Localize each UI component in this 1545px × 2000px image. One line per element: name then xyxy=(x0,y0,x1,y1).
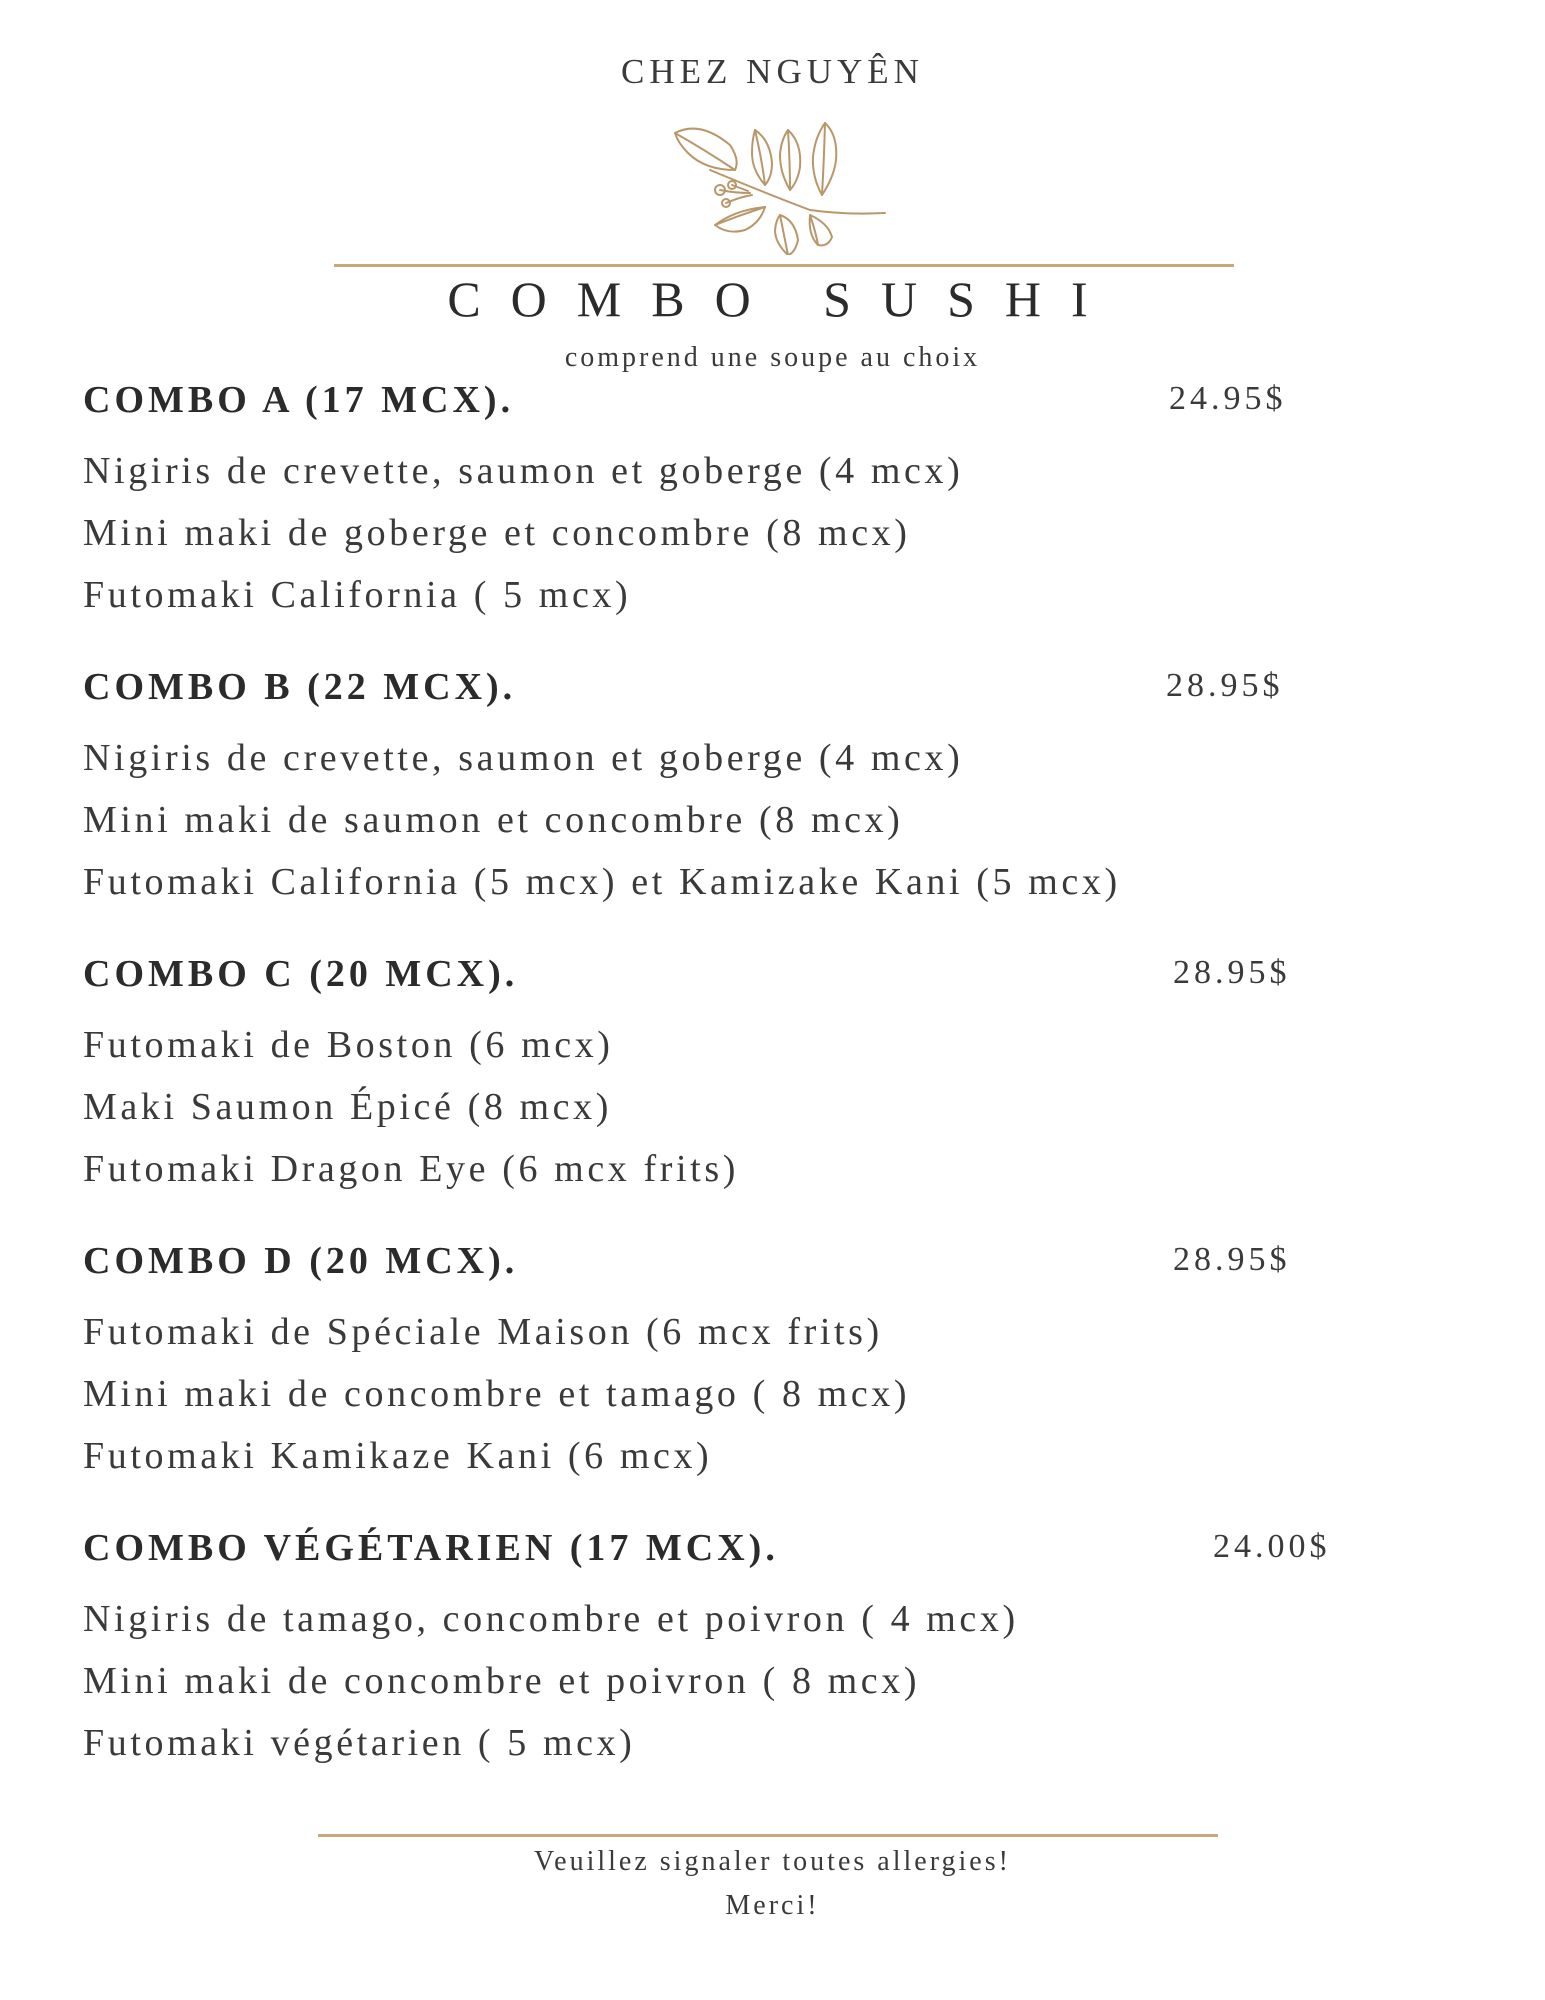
combo-name: COMBO B (22 MCX). xyxy=(83,666,517,708)
combo-items xyxy=(83,440,963,626)
combo-price: 24.00$ xyxy=(1213,1528,1331,1565)
combo-price: 28.95$ xyxy=(1173,954,1291,991)
combo-item: Futomaki végétarien ( 5 mcx) xyxy=(83,1722,636,1764)
combo-item: Futomaki Dragon Eye (6 mcx frits) xyxy=(83,1148,739,1190)
restaurant-name: CHEZ NGUYÊN xyxy=(621,52,924,91)
combo-item: Futomaki Kamikaze Kani (6 mcx) xyxy=(83,1435,713,1477)
combo-price: 28.95$ xyxy=(1173,1241,1291,1278)
combo-item: Mini maki de saumon et concombre (8 mcx) xyxy=(83,799,904,841)
leaf-branch-icon xyxy=(660,115,890,255)
bottom-divider xyxy=(318,1834,1218,1837)
combo-price: 28.95$ xyxy=(1166,667,1284,704)
thank-you-note: Merci! xyxy=(725,1890,820,1921)
combo-item: Futomaki California ( 5 mcx) xyxy=(83,574,632,616)
combo-name: COMBO C (20 MCX). xyxy=(83,953,519,995)
combo-items xyxy=(83,1014,739,1200)
combo-item: Nigiris de tamago, concombre et poivron ( 4 mcx) xyxy=(83,1598,1019,1640)
allergy-notice: Veuillez signaler toutes allergies! xyxy=(534,1846,1011,1877)
combo-item: Mini maki de goberge et concombre (8 mcx) xyxy=(83,512,911,554)
combo-item: Futomaki de Spéciale Maison (6 mcx frits) xyxy=(83,1311,883,1353)
combo-name: COMBO D (20 MCX). xyxy=(83,1240,519,1282)
combo-items xyxy=(83,1588,1019,1774)
combo-item: Futomaki California (5 mcx) et Kamizake Kani (5 mcx) xyxy=(83,861,1121,903)
combo-name: COMBO VÉGÉTARIEN (17 MCX). xyxy=(83,1527,779,1569)
combo-item: Maki Saumon Épicé (8 mcx) xyxy=(83,1086,613,1128)
combo-item: Mini maki de concombre et tamago ( 8 mcx) xyxy=(83,1373,911,1415)
top-divider xyxy=(334,264,1234,267)
combo-item: Nigiris de crevette, saumon et goberge (4 mcx) xyxy=(83,450,964,492)
section-subtitle: comprend une soupe au choix xyxy=(564,342,981,373)
section-title: COMBO SUSHI xyxy=(447,271,1118,327)
combo-price: 24.95$ xyxy=(1169,380,1287,417)
combo-items xyxy=(83,727,1121,913)
combo-items xyxy=(83,1301,910,1487)
combo-item: Mini maki de concombre et poivron ( 8 mcx) xyxy=(83,1660,921,1702)
combo-name: COMBO A (17 MCX). xyxy=(83,379,515,421)
combo-item: Futomaki de Boston (6 mcx) xyxy=(83,1024,614,1066)
combo-item: Nigiris de crevette, saumon et goberge (4 mcx) xyxy=(83,737,964,779)
